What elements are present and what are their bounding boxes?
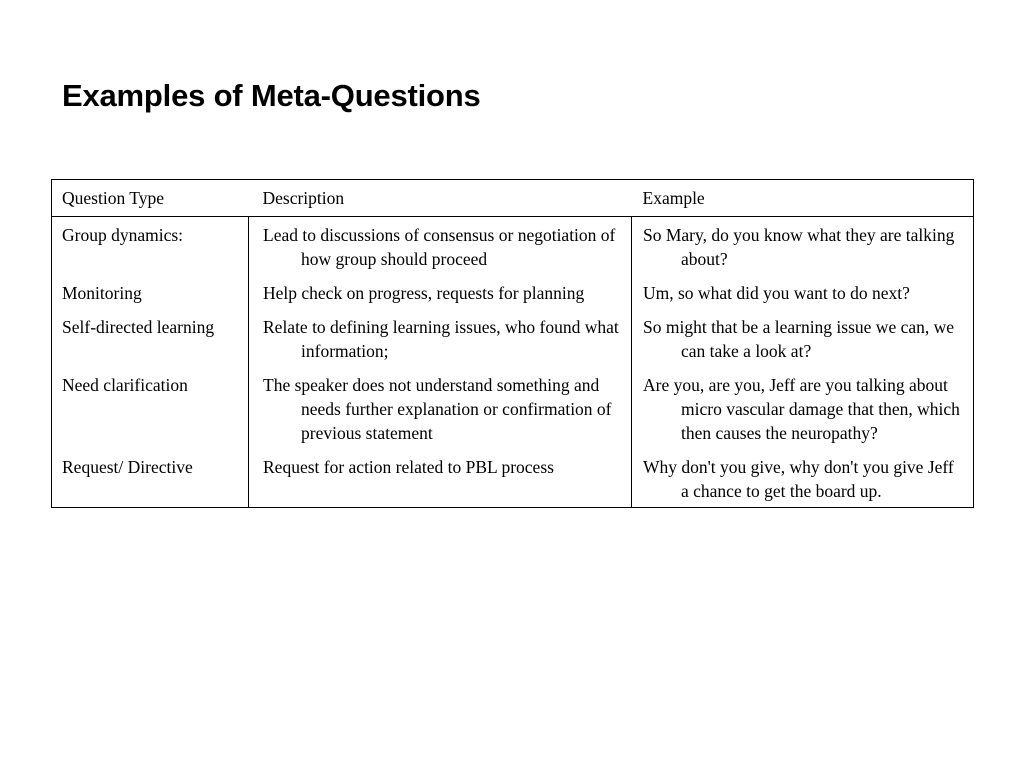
meta-questions-table (51, 179, 974, 508)
description-cell: Lead to discussions of consensus or negotiation of how group should proceed (249, 217, 632, 282)
example-cell: Why don't you give, why don't you give Jeff a chance to get the board up. (632, 455, 974, 508)
example-cell: So might that be a learning issue we can, we can take a look at? (632, 315, 974, 373)
header-question-type: Question Type (52, 180, 249, 217)
header-example: Example (632, 180, 974, 217)
table-row (52, 315, 974, 373)
description-cell: The speaker does not understand something and needs further explanation or confirmation of previous statement (249, 373, 632, 455)
question-type-cell: Need clarification (52, 373, 249, 455)
question-type-cell: Group dynamics: (52, 217, 249, 282)
question-type-cell: Request/ Directive (52, 455, 249, 508)
table-row (52, 217, 974, 282)
description-cell: Help check on progress, requests for planning (249, 281, 632, 315)
table-row (52, 455, 974, 508)
header-description: Description (249, 180, 632, 217)
description-cell: Request for action related to PBL process (249, 455, 632, 508)
example-cell: So Mary, do you know what they are talking about? (632, 217, 974, 282)
question-type-cell: Self-directed learning (52, 315, 249, 373)
example-cell: Um, so what did you want to do next? (632, 281, 974, 315)
question-type-cell: Monitoring (52, 281, 249, 315)
slide-title: Examples of Meta-Questions (62, 78, 481, 113)
table-row (52, 281, 974, 315)
description-cell: Relate to defining learning issues, who found what information; (249, 315, 632, 373)
table-header-row (52, 180, 974, 217)
example-cell: Are you, are you, Jeff are you talking about micro vascular damage that then, which then causes the neuropathy? (632, 373, 974, 455)
table-row (52, 373, 974, 455)
